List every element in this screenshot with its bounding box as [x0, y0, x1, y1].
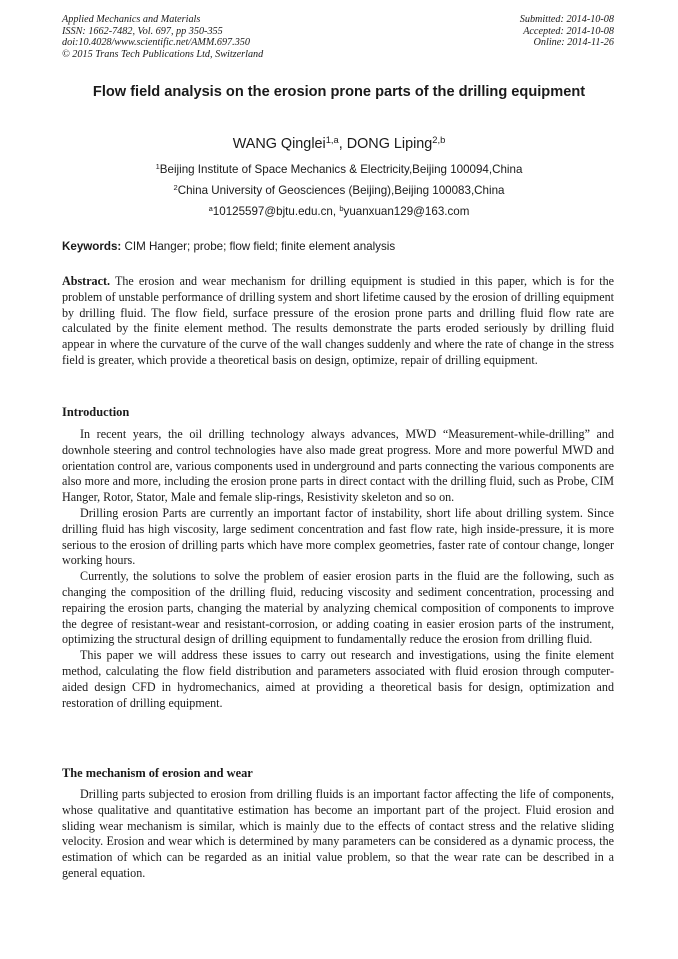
intro-paragraph: In recent years, the oil drilling technology always advances, MWD “Measurement-while-drilling” and downhole steering and control technologies have also made great progress. More and more powerful MWD and orientation control are, various components used in underground and parts connecting the various components are also more and more, including the erosion prone parts in direct contact with the drilling fluid, such as Probe, CIM Hanger, Rotor, Stator, Male and female slip-rings, Resistivity skeleton and so on.: [62, 427, 614, 505]
abstract-label: Abstract.: [62, 274, 111, 288]
intro-paragraph: Drilling erosion Parts are currently an important factor of instability, short life about drilling system. Since drilling fluid has high viscosity, large sediment concentration and fast flow rate, high inside-pressure, it is more serious to the erosion of drilling parts which have more complex geometries, faster rate of contour change, longer working hours.: [62, 505, 614, 568]
email-b-sup: b: [339, 203, 344, 213]
email-b: yuanxuan129@163.com: [343, 205, 470, 218]
journal-doi: doi:10.4028/www.scientific.net/AMM.697.350: [62, 37, 250, 49]
author-line: [0, 136, 678, 152]
mechanism-paragraph: Drilling parts subjected to erosion from drilling fluids is an important factor affecting the life of components, whose qualitative and quantitative estimation has become an important part of the project. Fluid erosion and sliding wear mechanism is similar, which is mainly due to the effects of contact stress and the relative sliding velocity. Erosion and wear which is determined by many parameters can be considered as a dynamic process, the estimation of which can be regarded as an initial value problem, so that the wear rate can be described in a general equation.: [62, 787, 614, 880]
keywords-line: [62, 240, 395, 253]
submitted-date: Submitted: 2014-10-08: [519, 14, 614, 25]
intro-paragraph: This paper we will address these issues to carry out research and investigations, using the finite element method, calculating the flow field distribution and parameters associated with fluid erosion through computer-aided design CFD in hydromechanics, aimed at providing a theoretical basis for design, optimization and restoration of drilling equipment.: [62, 648, 614, 710]
journal-header-left: [62, 14, 263, 60]
introduction-heading: Introduction: [62, 405, 130, 419]
paper-title: Flow field analysis on the erosion prone parts of the drilling equipment: [92, 84, 586, 100]
affiliation-1: [0, 163, 678, 176]
keywords-text: CIM Hanger; probe; flow field; finite element analysis: [121, 240, 396, 253]
mechanism-body: [62, 787, 614, 882]
affiliation-1-text: Beijing Institute of Space Mechanics & Electricity,Beijing 100094,China: [159, 163, 523, 176]
author-2-sup: 2,b: [432, 134, 446, 145]
abstract-text: The erosion and wear mechanism for drilling equipment is studied in this paper, which is for the problem of unstable performance of drilling system and short lifetime caused by the erosion of drilling equipment by drilling fluid. The flow field, surface pressure of the erosion prone parts and drilling fluid flow rate are calculated by the finite element method. The results demonstrate the parts eroded seriously by drilling fluid appear in where the curvature of the curve of the wall changes suddenly and where the rate of change in the stress field is greater, which provide a theoretical basis on design, optimize, repair of drilling equipment.: [62, 274, 614, 367]
author-emails: [0, 205, 678, 218]
email-a: 10125597@bjtu.edu.cn,: [212, 205, 340, 218]
email-a-sup: a: [208, 203, 213, 213]
journal-copyright: © 2015 Trans Tech Publications Ltd, Switzerland: [62, 48, 264, 60]
introduction-body: [62, 427, 614, 711]
journal-header-right: [520, 14, 614, 49]
journal-name: Applied Mechanics and Materials: [62, 14, 201, 25]
affiliation-2-text: China University of Geosciences (Beijing),Beijing 100083,China: [177, 184, 505, 197]
online-date: Online: 2014-11-26: [533, 37, 614, 49]
author-1-name: WANG Qinglei: [232, 136, 326, 152]
accepted-date: Accepted: 2014-10-08: [523, 25, 614, 37]
keywords-label: Keywords:: [62, 240, 122, 253]
author-separator: ,: [338, 136, 347, 152]
affiliation-2: [0, 184, 678, 197]
affiliation-1-sup: 1: [155, 161, 160, 171]
author-1-sup: 1,a: [325, 134, 339, 145]
journal-issn: ISSN: 1662-7482, Vol. 697, pp 350-355: [62, 25, 223, 37]
affiliation-2-sup: 2: [173, 182, 178, 192]
mechanism-heading: The mechanism of erosion and wear: [62, 766, 253, 780]
intro-paragraph: Currently, the solutions to solve the problem of easier erosion parts in the fluid are the following, such as changing the composition of the drilling fluid, reducing viscosity and sediment concentration, processing and repairing the erosion parts, changing the material by analyzing chemical composition of components to improve the degree of resistant-wear and resistant-corrosion, or adding coating in easier erosion parts of the instrument, optimizing the structural design of drilling equipment to fundamentally reduce the erosion from drilling fluid.: [62, 569, 614, 647]
author-2-name: DONG Liping: [346, 136, 433, 152]
abstract: [62, 274, 614, 369]
